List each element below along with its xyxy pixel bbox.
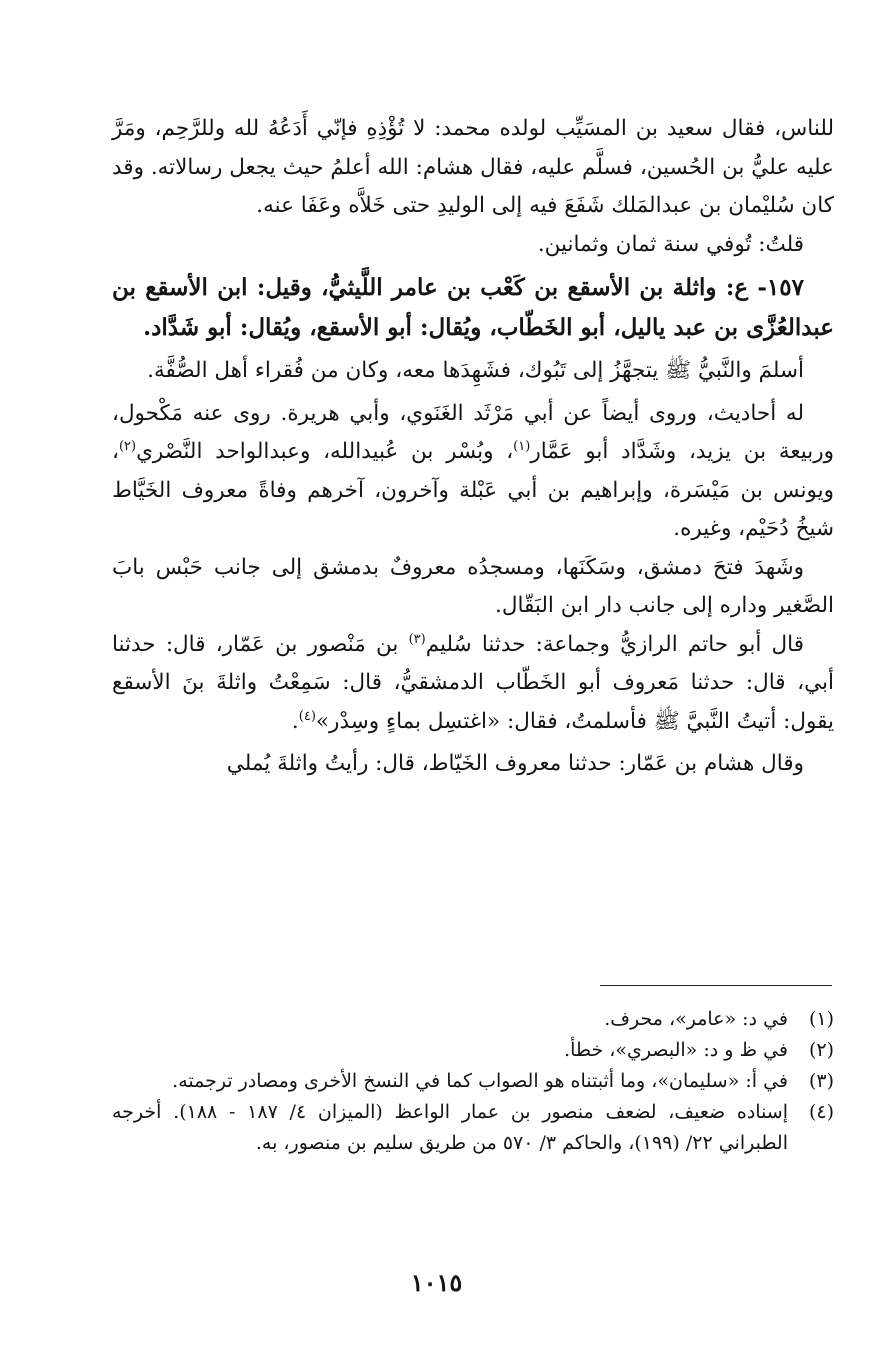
entry-heading: [112, 268, 834, 348]
footnote-number: (٤): [808, 1101, 834, 1123]
entry-number: ١٥٧- ع:: [725, 274, 804, 301]
paragraph-6-part-a: قال أبو حاتم الرازيُّ وجماعة: حدثنا سُليم: [425, 631, 804, 657]
paragraph-4: [112, 395, 834, 549]
paragraph-6: [112, 626, 834, 742]
paragraph-7: وقال هشام بن عَمّار: حدثنا معروف الخَيّاط، قال: رأيتُ واثلةَ يُملي: [226, 751, 804, 776]
main-text-body: [112, 110, 834, 784]
footnote-2: [112, 1035, 834, 1066]
paragraph-4-part-b: ، وبُسْر بن عُبيدالله، وعبدالواحد النَّصْري: [136, 439, 514, 464]
footnote-ref-2: (٢): [118, 438, 137, 454]
paragraph-4-part-a: له أحاديث، وروى أيضاً عن أبي مَرْثَد الغَنَوي، وأبي هريرة. روى عنه مَكْحول، وربيعة بن يزيد، وشَدَّاد أبو عَمَّار: [112, 400, 834, 464]
footnote-ref-1: (١): [513, 438, 531, 454]
footnote-text: في ظ و د: «البصري»، خطأ.: [564, 1039, 788, 1061]
footnote-4: [112, 1097, 834, 1159]
footnote-3: [112, 1066, 834, 1097]
paragraph-5: وشَهدَ فتحَ دمشق، وسَكَنَها، ومسجدُه معروفٌ بدمشق إلى جانب حَبْس بابَ الصَّغير وداره إلى جانب دار ابن البَقّال.: [112, 554, 834, 618]
paragraph-6-part-c: .: [291, 708, 299, 734]
paragraph-6-part-b: بن مَنْصور بن عَمّار، قال: حدثنا أبي، قال: حدثنا مَعروف أبو الخَطّاب الدمشقيُّ، قال: سَمِعْتُ واثلةَ بنَ الأسقع يقول: أتيتُ النَّبيَّ ﷺ فأسلمتُ، فقال: «اغتسِل بماءٍ وسِدْر»: [112, 631, 834, 734]
footnote-text: في أ: «سليمان»، وما أثبتناه هو الصواب كما في النسخ الأخرى ومصادر ترجمته.: [172, 1070, 788, 1092]
paragraph-4-part-c: ، ويونس بن مَيْسَرة، وإبراهيم بن أبي عَبْلة وآخرون، آخرهم وفاةً معروف الخَيَّاط شيخُ دُحَيْم، وغيره.: [112, 439, 834, 541]
footnote-number: (٣): [808, 1070, 834, 1092]
footnote-ref-4: (٤): [298, 708, 316, 724]
footnote-text: إسناده ضعيف، لضعف منصور بن عمار الواعظ (الميزان ٤/ ١٨٧ - ١٨٨). أخرجه الطبراني ٢٢/ (١٩٩)، والحاكم ٣/ ٥٧٠ من طريق سليم بن منصور، به.: [112, 1101, 788, 1154]
footnote-number: (٢): [808, 1039, 834, 1061]
paragraph-3: أسلمَ والنَّبيُّ ﷺ يتجهَّزُ إلى تَبُوك، فشَهِدَها معه، وكان من فُقراء أهل الصُّفَّة.: [147, 358, 804, 383]
footnote-ref-3: (٣): [408, 631, 426, 647]
page-number: ١٠١٥: [410, 1268, 463, 1297]
footnotes-section: [112, 1004, 834, 1159]
entry-title: واثلة بن الأسقع بن كَعْب بن عامر اللَّيثيُّ، وقيل: ابن الأسقع بن عبدالعُزَّى بن عبد ياليل، أبو الخَطّاب، ويُقال: أبو الأسقع، ويُقال: أبو شَدَّاد.: [112, 274, 834, 341]
footnote-number: (١): [808, 1008, 834, 1030]
footnote-1: [112, 1004, 834, 1035]
paragraph-1: للناس، فقال سعيد بن المسَيِّب لولده محمد: لا تُؤْذِهِ فإنّي أَدَعُهُ لله وللرَّحِم، ومَرَّ عليه عليُّ بن الحُسين، فسلَّم عليه، فقال هشام: الله أعلمُ حيث يجعل رسالاته. وقد كان سُليْمان بن عبدالمَلك شَفَعَ فيه إلى الوليدِ حتى خَلاَّه وعَفَا عنه.: [112, 116, 834, 218]
footnote-divider: [600, 985, 832, 986]
paragraph-2: قلتُ: تُوفي سنة ثمان وثمانين.: [537, 231, 804, 257]
footnote-text: في د: «عامر»، محرف.: [604, 1008, 788, 1030]
